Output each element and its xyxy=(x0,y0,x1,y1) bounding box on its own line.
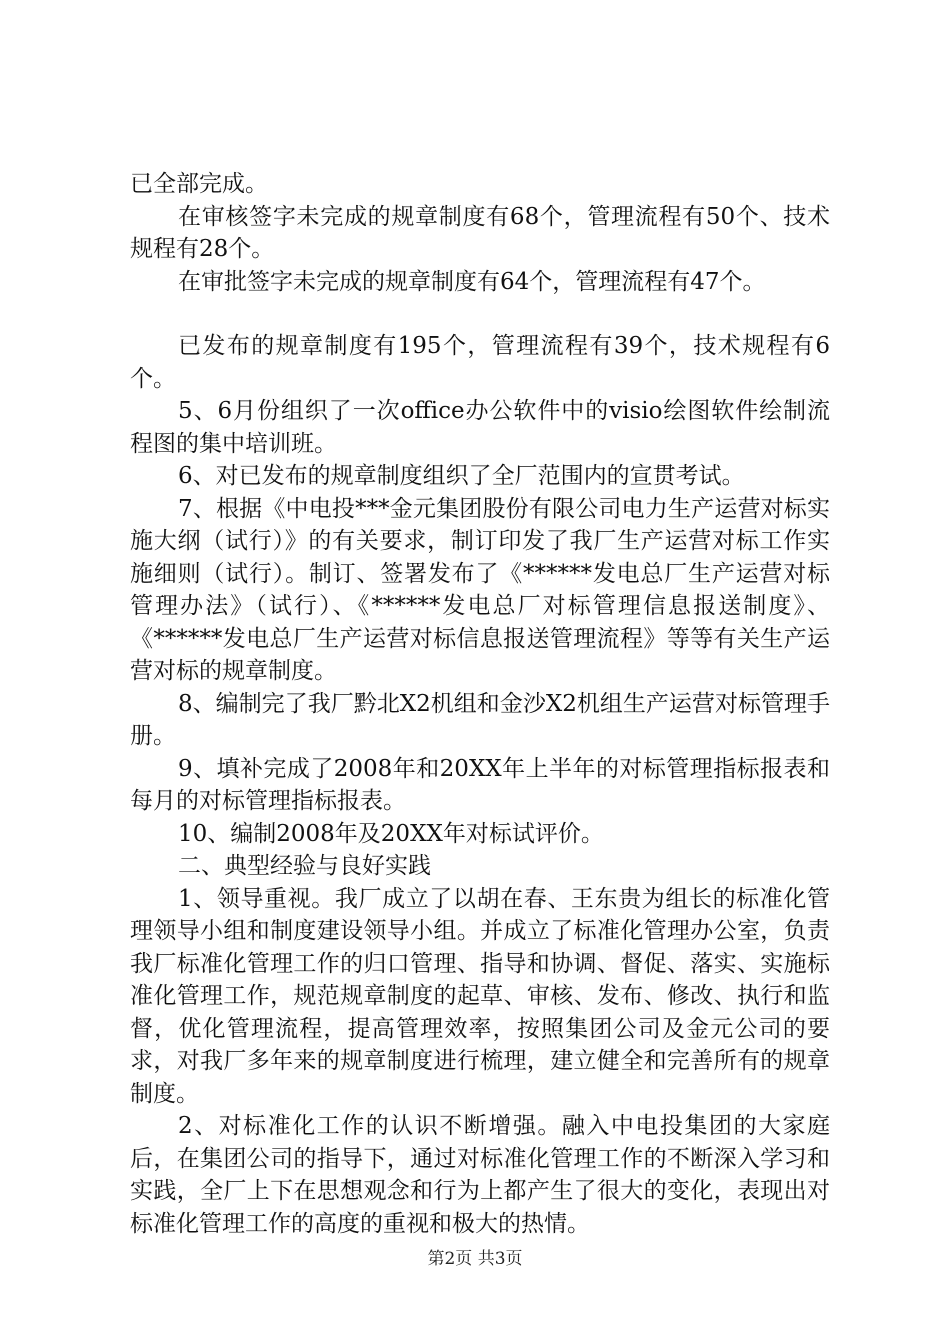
paragraph: 9、填补完成了2008年和20XX年上半年的对标管理指标报表和每月的对标管理指标报表。 xyxy=(130,755,830,814)
paragraph: 6、对已发布的规章制度组织了全厂范围内的宣贯考试。 xyxy=(178,463,745,489)
paragraph: 1、领导重视。我厂成立了以胡在春、王东贵为组长的标准化管理领导小组和制度建设领导小组。并成立了标准化管理办公室，负责我厂标准化管理工作的归口管理、指导和协调、督促、落实、实施标准化管理工作，规范规章制度的起草、审核、发布、修改、执行和监督，优化管理流程，提高管理效率，按照集团公司及金元公司的要求，对我厂多年来的规章制度进行梳理，建立健全和完善所有的规章制度。 xyxy=(130,885,830,1107)
paragraph: 2、对标准化工作的认识不断增强。融入中电投集团的大家庭后，在集团公司的指导下，通过对标准化管理工作的不断深入学习和实践，全厂上下在思想观念和行为上都产生了很大的变化，表现出对标准化管理工作的高度的重视和极大的热情。 xyxy=(130,1113,830,1237)
paragraph: 已发布的规章制度有195个，管理流程有39个，技术规程有6个。 xyxy=(130,333,830,392)
paragraph: 已全部完成。 xyxy=(130,171,268,197)
page-footer: 第2页 共3页 xyxy=(427,1249,523,1269)
document-body xyxy=(130,168,830,1240)
paragraph: 10、编制2008年及20XX年对标试评价。 xyxy=(178,820,604,847)
paragraph: 7、根据《中电投***金元集团股份有限公司电力生产运营对标实施大纲（试行）》的有关要求，制订印发了我厂生产运营对标工作实施细则（试行）。制订、签署发布了《******发电总厂生产运营对标管理办法》（试行）、《******发电总厂对标管理信息报送制度》、《******发电总厂生产运营对标信息报送管理流程》等等有关生产运营对标的规章制度。 xyxy=(130,495,830,684)
paragraph: 5、6月份组织了一次office办公软件中的visio绘图软件绘制流程图的集中培训班。 xyxy=(130,398,830,457)
paragraph: 在审核签字未完成的规章制度有68个，管理流程有50个、技术规程有28个。 xyxy=(130,203,830,262)
paragraph: 在审批签字未完成的规章制度有64个，管理流程有47个。 xyxy=(178,268,766,295)
paragraph: 8、编制完了我厂黔北X2机组和金沙X2机组生产运营对标管理手册。 xyxy=(130,690,830,749)
section-heading: 二、典型经验与良好实践 xyxy=(178,853,431,879)
